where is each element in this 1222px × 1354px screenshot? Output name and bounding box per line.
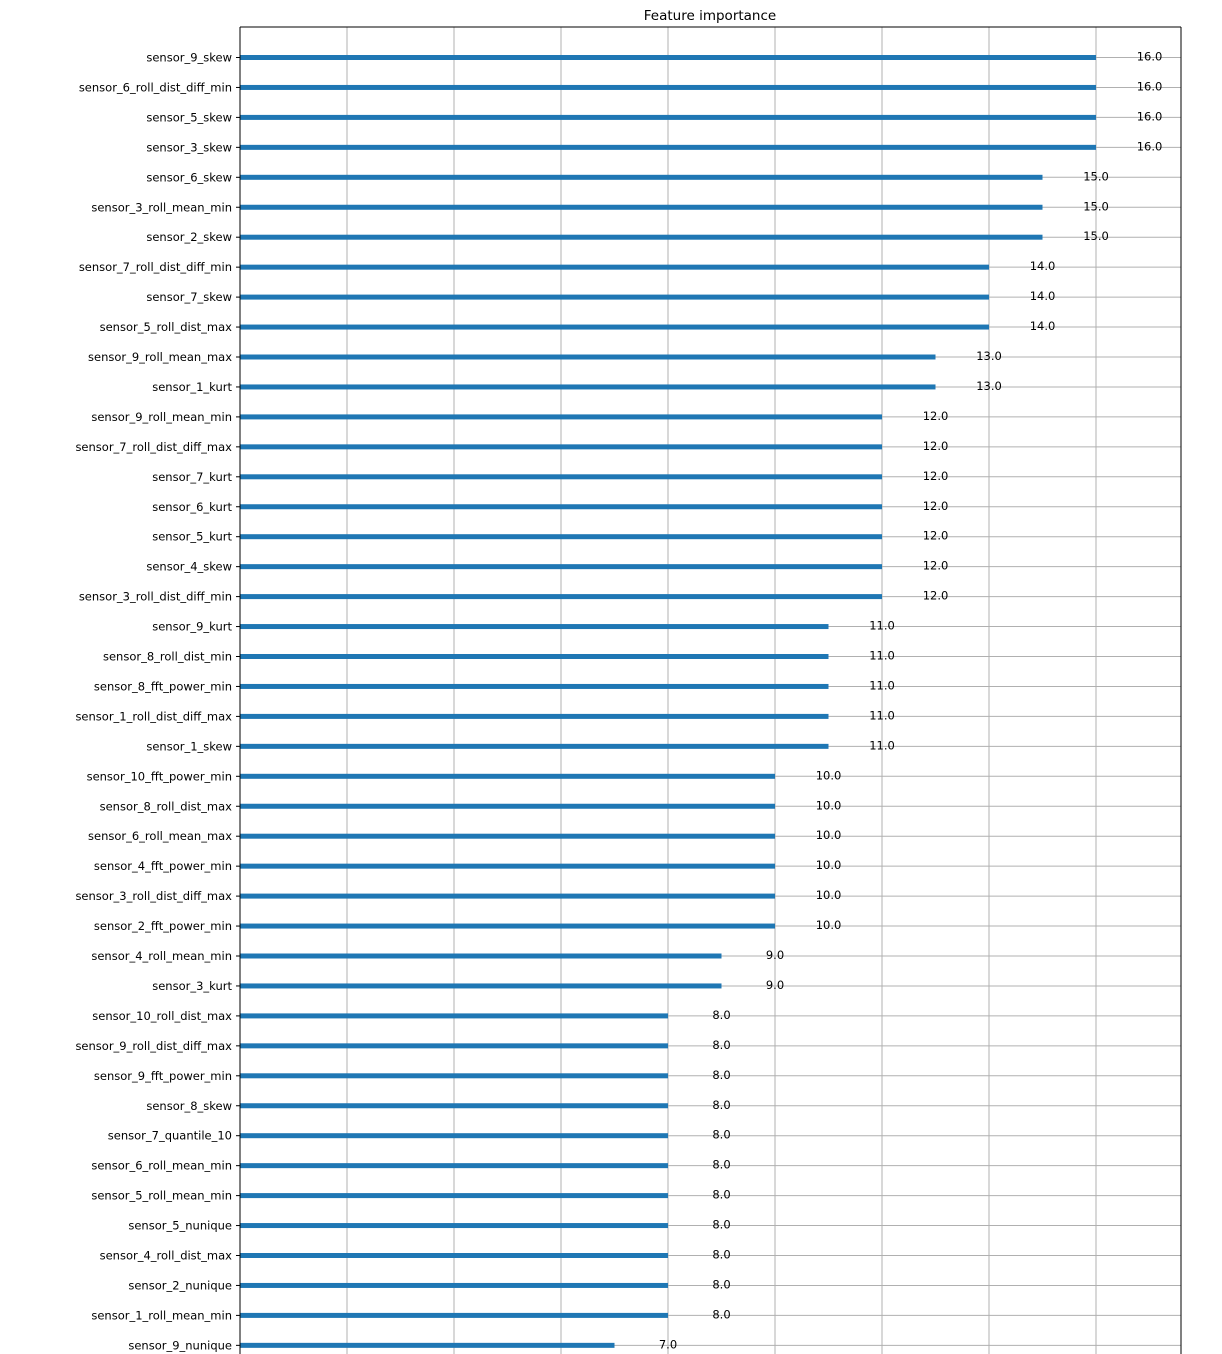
bar (240, 444, 882, 449)
y-tick-label: sensor_9_roll_dist_diff_max (75, 1038, 232, 1053)
y-tick-label: sensor_8_skew (146, 1098, 232, 1113)
y-tick-label: sensor_7_kurt (152, 469, 232, 484)
bar (240, 235, 1043, 240)
bar (240, 924, 775, 929)
y-tick-label: sensor_9_roll_mean_min (91, 409, 232, 424)
y-tick-label: sensor_3_skew (146, 140, 232, 155)
bar (240, 1103, 668, 1108)
bar-value-label: 11.0 (869, 678, 895, 693)
bar (240, 834, 775, 839)
y-tick-label: sensor_7_skew (146, 290, 232, 305)
bar-value-label: 8.0 (712, 1097, 731, 1112)
bar-value-label: 10.0 (815, 888, 842, 903)
bar-value-label: 8.0 (712, 1067, 731, 1082)
bar (240, 774, 775, 779)
y-tick-label: sensor_3_kurt (152, 978, 232, 993)
bar (240, 1223, 668, 1228)
bar-value-label: 11.0 (869, 738, 895, 753)
bar (240, 564, 882, 569)
bar (240, 654, 829, 659)
y-tick-label: sensor_7_roll_dist_diff_min (78, 260, 232, 275)
bar (240, 894, 775, 899)
bar-value-label: 12.0 (922, 558, 949, 573)
y-tick-label: sensor_1_roll_mean_min (91, 1308, 232, 1323)
bar (240, 115, 1096, 120)
bar (240, 504, 882, 509)
bar (240, 534, 882, 539)
bar-value-label: 12.0 (922, 468, 949, 483)
y-tick-label: sensor_4_roll_mean_min (91, 949, 232, 963)
bar-value-label: 15.0 (1083, 229, 1109, 244)
bar-value-label: 16.0 (1136, 109, 1163, 124)
bar-value-label: 8.0 (712, 1187, 731, 1202)
y-tick-label: sensor_6_skew (146, 170, 232, 185)
bar-value-label: 8.0 (712, 1007, 731, 1022)
y-tick-label: sensor_8_roll_dist_min (102, 649, 232, 664)
bar-value-label: 8.0 (712, 1157, 731, 1172)
y-tick-label: sensor_9_fft_power_min (93, 1068, 232, 1083)
bar-value-label: 8.0 (712, 1307, 731, 1322)
bar-value-label: 9.0 (765, 977, 785, 992)
bar (240, 355, 936, 360)
bar-value-label: 10.0 (815, 918, 842, 933)
y-tick-label: sensor_3_roll_mean_min (91, 200, 232, 215)
bar (240, 954, 722, 959)
bar (240, 325, 989, 330)
y-tick-label: sensor_6_roll_dist_diff_min (78, 80, 232, 95)
bar-value-label: 10.0 (815, 858, 842, 873)
y-tick-label: sensor_6_roll_mean_max (88, 829, 232, 844)
y-tick-label: sensor_1_roll_dist_diff_max (75, 709, 232, 724)
bar (240, 384, 936, 389)
bar (240, 744, 829, 749)
y-tick-label: sensor_7_roll_dist_diff_max (75, 439, 232, 454)
bar-value-label: 15.0 (1083, 169, 1109, 184)
bar-value-label: 12.0 (922, 438, 949, 453)
bar-value-label: 12.0 (922, 528, 949, 543)
bar-value-label: 11.0 (869, 708, 895, 723)
bar-value-label: 9.0 (765, 948, 785, 962)
bar-value-label: 11.0 (869, 648, 895, 663)
bar-value-label: 12.0 (922, 498, 949, 513)
bar (240, 804, 775, 809)
y-tick-label: sensor_1_kurt (152, 379, 232, 394)
y-tick-label: sensor_5_skew (146, 110, 232, 125)
y-tick-label: sensor_4_skew (146, 559, 232, 574)
bar (240, 594, 882, 599)
y-tick-label: sensor_6_kurt (152, 499, 232, 514)
bar (240, 1343, 615, 1348)
bar-value-label: 11.0 (869, 618, 895, 633)
bar (240, 1193, 668, 1198)
bar-value-label: 10.0 (815, 828, 842, 843)
y-tick-label: sensor_9_roll_mean_max (88, 350, 232, 364)
bar (240, 1313, 668, 1318)
bar (240, 205, 1043, 210)
bar-value-label: 15.0 (1083, 199, 1109, 214)
labels-layer (75, 50, 1162, 1353)
y-tick-label: sensor_6_roll_mean_min (91, 1158, 232, 1173)
bar (240, 1043, 668, 1048)
bar-value-label: 16.0 (1136, 49, 1163, 64)
bar (240, 414, 882, 419)
bar (240, 1013, 668, 1018)
y-tick-label: sensor_5_nunique (128, 1218, 232, 1233)
y-tick-label: sensor_2_skew (146, 230, 232, 245)
y-tick-label: sensor_4_fft_power_min (93, 859, 232, 874)
bar-value-label: 8.0 (712, 1127, 731, 1142)
bar-value-label: 13.0 (976, 378, 1002, 393)
bar (240, 684, 829, 689)
bar (240, 175, 1043, 180)
bar (240, 983, 722, 988)
bar (240, 1163, 668, 1168)
bar (240, 1253, 668, 1258)
bar-value-label: 16.0 (1136, 139, 1163, 154)
y-tick-label: sensor_8_roll_dist_max (99, 799, 232, 814)
bar-value-label: 8.0 (712, 1037, 731, 1052)
bar (240, 1283, 668, 1288)
y-tick-label: sensor_3_roll_dist_diff_min (78, 589, 232, 604)
bar (240, 265, 989, 270)
bar (240, 864, 775, 869)
y-tick-label: sensor_4_roll_dist_max (99, 1248, 232, 1263)
y-tick-label: sensor_10_roll_dist_max (92, 1008, 232, 1023)
y-tick-label: sensor_8_fft_power_min (93, 679, 232, 694)
y-tick-label: sensor_10_fft_power_min (86, 769, 232, 784)
bar (240, 85, 1096, 90)
bar-value-label: 16.0 (1136, 79, 1163, 94)
y-tick-label: sensor_5_roll_dist_max (99, 320, 232, 335)
y-tick-label: sensor_2_nunique (128, 1278, 232, 1293)
bar (240, 474, 882, 479)
grid-layer (240, 27, 1181, 1354)
y-tick-label: sensor_7_quantile_10 (107, 1128, 232, 1143)
bar-value-label: 14.0 (1029, 259, 1056, 274)
bar-value-label: 8.0 (712, 1217, 731, 1232)
bar (240, 1073, 668, 1078)
bar (240, 145, 1096, 150)
bar (240, 1133, 668, 1138)
y-tick-label: sensor_3_roll_dist_diff_max (75, 889, 232, 904)
bar-value-label: 12.0 (922, 588, 949, 603)
y-tick-label: sensor_5_roll_mean_min (91, 1188, 232, 1203)
bar-value-label: 14.0 (1029, 319, 1056, 334)
bar (240, 55, 1096, 60)
bar-value-label: 10.0 (815, 798, 842, 813)
y-tick-label: sensor_1_skew (146, 739, 232, 754)
bar-value-label: 10.0 (815, 768, 842, 783)
y-tick-label: sensor_2_fft_power_min (93, 919, 232, 934)
bar-value-label: 14.0 (1029, 289, 1056, 304)
bar (240, 295, 989, 300)
bar-value-label: 7.0 (658, 1337, 678, 1352)
bar (240, 714, 829, 719)
y-tick-label: sensor_9_nunique (128, 1338, 232, 1353)
chart-title: Feature importance (643, 8, 777, 24)
bar (240, 624, 829, 629)
bar-value-label: 8.0 (712, 1277, 731, 1292)
y-tick-label: sensor_9_kurt (152, 619, 232, 634)
bar-value-label: 8.0 (712, 1247, 731, 1262)
bar-value-label: 13.0 (976, 349, 1002, 363)
y-tick-label: sensor_5_kurt (152, 529, 232, 544)
y-tick-label: sensor_9_skew (146, 50, 232, 65)
bar-value-label: 12.0 (922, 408, 949, 423)
